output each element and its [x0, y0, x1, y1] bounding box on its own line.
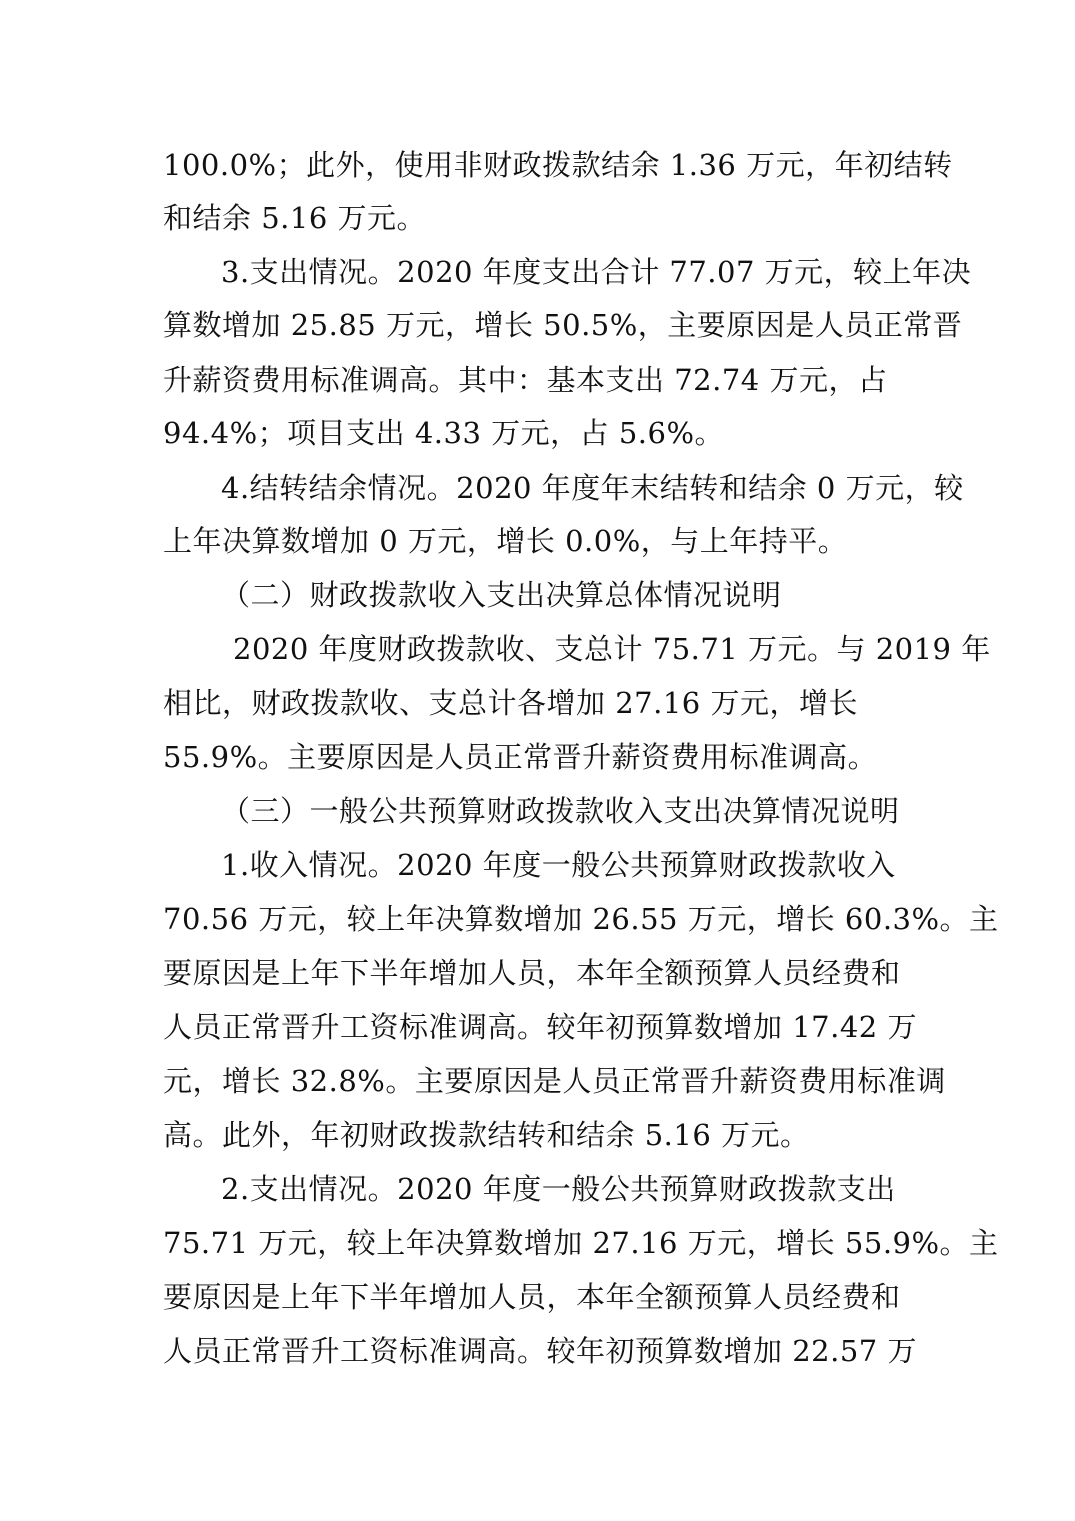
section-heading-2: （二）财政拨款收入支出决算总体情况说明: [221, 578, 782, 612]
text-line-5: 升薪资费用标准调高。其中：基本支出 72.74 万元，占: [163, 363, 888, 397]
text-line-14: 1.收入情况。2020 年度一般公共预算财政拨款收入: [221, 848, 896, 882]
text-line-16: 要原因是上年下半年增加人员，本年全额预算人员经费和: [163, 956, 901, 990]
text-line-20: 2.支出情况。2020 年度一般公共预算财政拨款支出: [221, 1172, 896, 1206]
text-line-18: 元，增长 32.8%。主要原因是人员正常晋升薪资费用标准调: [163, 1064, 946, 1098]
text-line-6: 94.4%；项目支出 4.33 万元，占 5.6%。: [163, 416, 725, 450]
text-line-12: 55.9%。主要原因是人员正常晋升薪资费用标准调高。: [163, 740, 878, 774]
text-line-7: 4.结转结余情况。2020 年度年末结转和结余 0 万元，较: [221, 471, 964, 505]
text-line-21: 75.71 万元，较上年决算数增加 27.16 万元，增长 55.9%。主: [163, 1226, 999, 1260]
text-line-23: 人员正常晋升工资标准调高。较年初预算数增加 22.57 万: [163, 1334, 917, 1368]
text-line-4: 算数增加 25.85 万元，增长 50.5%，主要原因是人员正常晋: [163, 308, 963, 342]
text-line-17: 人员正常晋升工资标准调高。较年初预算数增加 17.42 万: [163, 1010, 917, 1044]
text-line-3: 3.支出情况。2020 年度支出合计 77.07 万元，较上年决: [221, 255, 972, 289]
section-heading-3: （三）一般公共预算财政拨款收入支出决算情况说明: [221, 794, 900, 828]
text-line-10: 2020 年度财政拨款收、支总计 75.71 万元。与 2019 年: [233, 632, 991, 666]
text-line-2: 和结余 5.16 万元。: [163, 201, 427, 235]
text-line-1: 100.0%；此外，使用非财政拨款结余 1.36 万元，年初结转: [163, 148, 953, 182]
text-line-15: 70.56 万元，较上年决算数增加 26.55 万元，增长 60.3%。主: [163, 902, 999, 936]
text-line-19: 高。此外，年初财政拨款结转和结余 5.16 万元。: [163, 1118, 810, 1152]
text-line-8: 上年决算数增加 0 万元，增长 0.0%，与上年持平。: [163, 524, 848, 558]
text-line-11: 相比，财政拨款收、支总计各增加 27.16 万元，增长: [163, 686, 858, 720]
text-line-22: 要原因是上年下半年增加人员，本年全额预算人员经费和: [163, 1280, 901, 1314]
